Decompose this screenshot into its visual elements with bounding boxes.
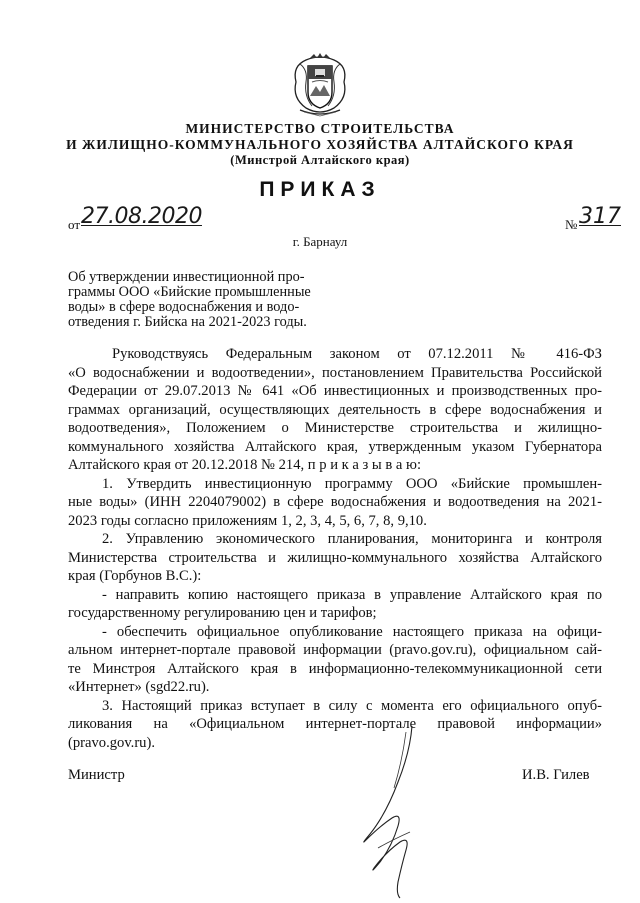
body-line: Министерства строительства и жилищно-коммунального хозяйства Алтайского	[68, 549, 602, 566]
body-line: водоотведения», Положением о Министерстве строительства и жилищно-	[68, 420, 602, 436]
body-line: «О водоснабжении и водоотведении», постановлением Правительства Российской	[68, 364, 602, 381]
subject-line: отведения г. Бийска на 2021-2023 годы.	[68, 314, 307, 330]
handwritten-signature	[340, 722, 450, 900]
body-line: (pravo.gov.ru).	[68, 734, 155, 751]
body-line: Алтайского края от 20.12.2018 № 214, п р и к а з ы в а ю:	[68, 457, 422, 473]
body-line: ные воды» (ИНН 2204079002) в сфере водоснабжения и водоотведения на 2021-	[68, 494, 602, 510]
document-title: ПРИКАЗ	[259, 178, 381, 201]
handwritten-number: 317	[579, 204, 621, 229]
city-label: г. Барнаул	[292, 234, 348, 249]
body-line: альном интернет-портале правовой информации (pravo.gov.ru), официальном сай-	[68, 642, 602, 658]
signatory-position: Министр	[68, 767, 125, 783]
body-line: граммах организаций, осуществляющих деятельность в сфере водоснабжения и	[68, 401, 602, 418]
number-prefix: №	[565, 217, 578, 232]
ministry-name-line2: И ЖИЛИЩНО-КОММУНАЛЬНОГО ХОЗЯЙСТВА АЛТАЙСКОГО КРАЯ	[66, 137, 574, 152]
subject-line: Об утверждении инвестиционной про-	[68, 269, 305, 285]
body-line: государственному регулированию цен и тарифов;	[68, 605, 377, 621]
body-line: Федерации от 29.07.2013 № 641 «Об инвестиционных и производственных про-	[68, 383, 602, 399]
ministry-name-line1: МИНИСТЕРСТВО СТРОИТЕЛЬСТВА	[185, 121, 455, 136]
coat-of-arms-emblem	[286, 52, 354, 120]
body-line: - обеспечить официальное опубликование настоящего приказа на офици-	[102, 623, 602, 640]
body-line: края (Горбунов В.С.):	[68, 568, 202, 584]
order-subject	[68, 270, 336, 330]
body-line: коммунального хозяйства Алтайского края, утвержденным указом Губернатора	[68, 438, 602, 455]
body-line: - направить копию настоящего приказа в управление Алтайского края по	[102, 586, 602, 603]
ministry-short-name: (Минстрой Алтайского края)	[230, 153, 410, 167]
body-line: 2. Управлению экономического планирования, мониторинга и контроля	[102, 531, 602, 547]
body-line: те Минстроя Алтайского края в информационно-телекоммуникационной сети	[68, 660, 602, 677]
body-line: «Интернет» (sgd22.ru).	[68, 679, 210, 695]
subject-line: воды» в сфере водоснабжения и водо-	[68, 299, 300, 315]
date-prefix: от	[68, 217, 81, 232]
body-line: Руководствуясь Федеральным законом от 07.12.2011 № 416-ФЗ	[112, 346, 602, 362]
order-body	[68, 345, 602, 752]
body-line: 2023 годы согласно приложениям 1, 2, 3, 4, 5, 6, 7, 8, 9,10.	[68, 512, 427, 529]
body-line: 3. Настоящий приказ вступает в силу с момента его официального опуб-	[102, 697, 602, 714]
body-line: ликования на «Официальном интернет-портале правовой информации»	[68, 716, 602, 732]
body-line: 1. Утвердить инвестиционную программу ООО «Бийские промышлен-	[102, 475, 602, 492]
handwritten-date: 27.08.2020	[81, 204, 202, 229]
signatory-name: И.В. Гилев	[522, 767, 590, 783]
subject-line: граммы ООО «Бийские промышленные	[68, 284, 311, 300]
